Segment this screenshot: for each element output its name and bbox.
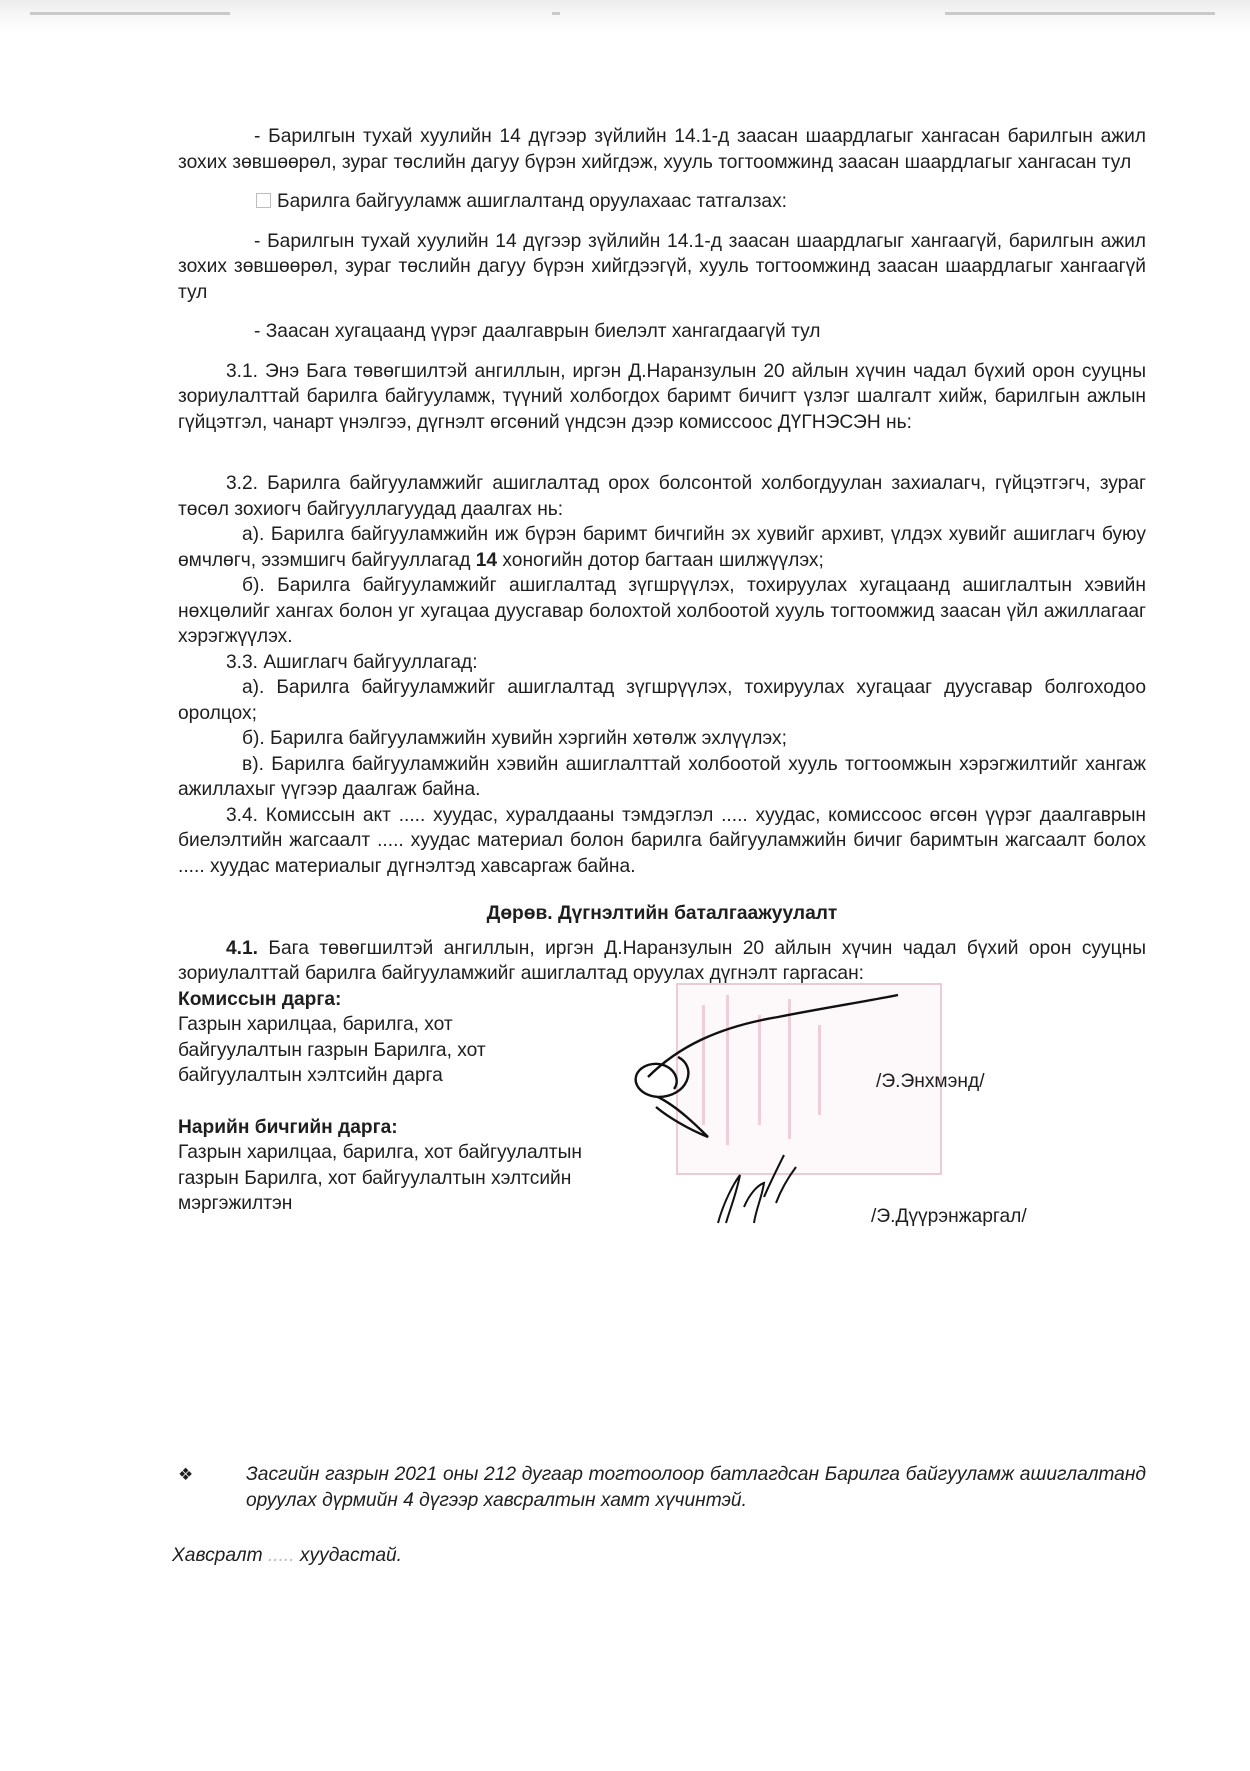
secretary-title-line: газрын Барилга, хот байгуулалтын хэлтсийн bbox=[178, 1167, 572, 1189]
secretary-signature bbox=[718, 1155, 796, 1223]
paragraph-task-unfulfilled: - Заасан хугацаанд үүрэг даалгаврын биелэлт хангагдаагүй тул bbox=[254, 321, 821, 342]
secretary-title-line: мэргэжилтэн bbox=[178, 1193, 293, 1214]
refusal-option bbox=[178, 189, 1146, 215]
chair-title-line: Газрын харилцаа, барилга, хот bbox=[178, 1014, 453, 1035]
clause-4-1-number: 4.1. bbox=[226, 937, 259, 959]
document-body bbox=[178, 124, 1146, 1247]
chair-title-line: байгуулалтын хэлтсийн дарга bbox=[178, 1065, 443, 1086]
clause-3-2-b: б). Барилга байгууламжийг ашиглалтад зүгшрүүлэх, тохируулах хугацаанд ашиглалтын хэвийн нөхцөлийг хангах болон уг хугацаа дуусгавар болохтой холбоотой хууль тогтоомжид заасан үйл ажиллагааг хэрэгжүүлэх. bbox=[178, 575, 1146, 647]
clause-3-2-a-text: а). Барилга байгууламжийн иж бүрэн баримт бичгийн эх хувийг архивт, үлдэх хувийг ашиглагч буюу өмчлөгч, эзэмшигч байгууллагад bbox=[178, 524, 1146, 571]
attachment-page-count-blank: ..... bbox=[267, 1545, 295, 1566]
clause-3-3-c: в). Барилга байгууламжийн хэвийн ашиглалттай холбоотой хууль тогтоомжын хэрэгжилтийг хангаж ажиллахыг үүгээр даалгаж байна. bbox=[178, 753, 1146, 800]
clause-3-3: 3.3. Ашиглагч байгууллагад: bbox=[226, 651, 478, 673]
secretary-title-line: Газрын харилцаа, барилга, хот байгуулалтын bbox=[178, 1142, 582, 1163]
validity-note bbox=[178, 1462, 1146, 1514]
section-4-heading: Дөрөв. Дүгнэлтийн баталгаажуулалт bbox=[486, 903, 838, 924]
clause-3-4: 3.4. Комиссын акт ..... хуудас, хуралдааны тэмдэглэл ..... хуудас, комиссоос өгсөн үүрэг даалгаврын биелэлтийн жагсаалт ..... хуудас материал болон барилга байгууламжийн бичиг баримтын жагсаалт болох ..... хуудас материалыг дүгнэлтэд хавсаргаж байна. bbox=[178, 804, 1146, 877]
chair-label: Комиссын дарга: bbox=[178, 988, 342, 1010]
paragraph-noncompliant: - Барилгын тухай хуулийн 14 дүгээр зүйлийн 14.1-д заасан шаардлагыг хангаагүй, барилгын ажил зохих зөвшөөрөл, зураг төслийн дагуу бүрэн хийгдээгүй, хууль тогтоомжинд заасан шаардлагыг хангаагүй тул bbox=[178, 230, 1146, 303]
chair-signature bbox=[636, 995, 898, 1137]
attachment-suffix: хуудастай. bbox=[294, 1545, 403, 1566]
signature-block bbox=[178, 987, 1146, 1247]
checkbox-icon[interactable] bbox=[256, 193, 271, 208]
validity-note-text: Засгийн газрын 2021 оны 212 дугаар тогтоолоор батлагдсан Барилга байгууламж ашиглалтанд оруулах дүрмийн 4 дүгээр хавсралтын хамт хүчинтэй. bbox=[246, 1464, 1146, 1511]
scan-artifact bbox=[552, 12, 560, 15]
clause-3-2-a bbox=[178, 522, 1146, 573]
clause-3-2: 3.2. Барилга байгууламжийг ашиглалтад орох болсонтой холбогдуулан захиалагч, гүйцэтгэгч, зураг төсөл зохиогч байгууллагуудад даалгах нь: bbox=[178, 473, 1146, 520]
clause-4-1 bbox=[178, 936, 1146, 987]
scan-edge-shadow bbox=[0, 0, 1250, 34]
chair-name: /Э.Энхмэнд/ bbox=[876, 1070, 985, 1092]
scan-artifact bbox=[945, 12, 1215, 15]
clause-3-2-a-text-end: хоногийн дотор багтаан шилжүүлэх; bbox=[497, 549, 824, 571]
chair-title-line: байгуулалтын газрын Барилга, хот bbox=[178, 1039, 486, 1061]
clause-4-1-text: Бага төвөгшилтэй ангиллын, иргэн Д.Наранзулын 20 айлын хүчин чадал бүхий орон сууцны зориулалттай барилга байгууламжийг ашиглалтад оруулах дүгнэлт гаргасан: bbox=[178, 937, 1146, 984]
attachment-label: Хавсралт bbox=[172, 1545, 263, 1566]
clause-3-3-a: а). Барилга байгууламжийг ашиглалтад зүгшрүүлэх, тохируулах хугацааг дуусгавар болгоходоо оролцох; bbox=[178, 677, 1146, 724]
diamond-bullet-icon: ❖ bbox=[178, 1465, 194, 1484]
refusal-option-label: Барилга байгууламж ашиглалтанд оруулахаас татгалзах: bbox=[277, 191, 787, 212]
attachment-note bbox=[172, 1545, 402, 1567]
secretary-name: /Э.Дүүрэнжаргал/ bbox=[871, 1205, 1027, 1227]
clause-3-2-a-days: 14 bbox=[475, 549, 498, 571]
clause-3-1: 3.1. Энэ Бага төвөгшилтэй ангиллын, иргэн Д.Наранзулын 20 айлын хүчин чадал бүхий орон сууцны зориулалттай барилга байгууламж, түүний холбогдох баримт бичигт үзлэг шалгалт хийж, барилгын ажлын гүйцэтгэл, чанарт үнэлгээ, дүгнэлт өгсөний үндсэн дээр комиссоос ДҮГНЭСЭН нь: bbox=[178, 360, 1146, 433]
clause-3-3-b: б). Барилга байгууламжийн хувийн хэргийн хөтөлж эхлүүлэх; bbox=[242, 728, 787, 749]
paragraph-compliant: - Барилгын тухай хуулийн 14 дүгээр зүйлийн 14.1-д заасан шаардлагыг хангасан барилгын ажил зохих зөвшөөрөл, зураг төслийн дагуу бүрэн хийгдэж, хууль тогтоомжинд заасан шаардлагыг хангасан тул bbox=[178, 126, 1146, 173]
secretary-label: Нарийн бичгийн дарга: bbox=[178, 1116, 398, 1138]
scan-artifact bbox=[30, 12, 230, 15]
